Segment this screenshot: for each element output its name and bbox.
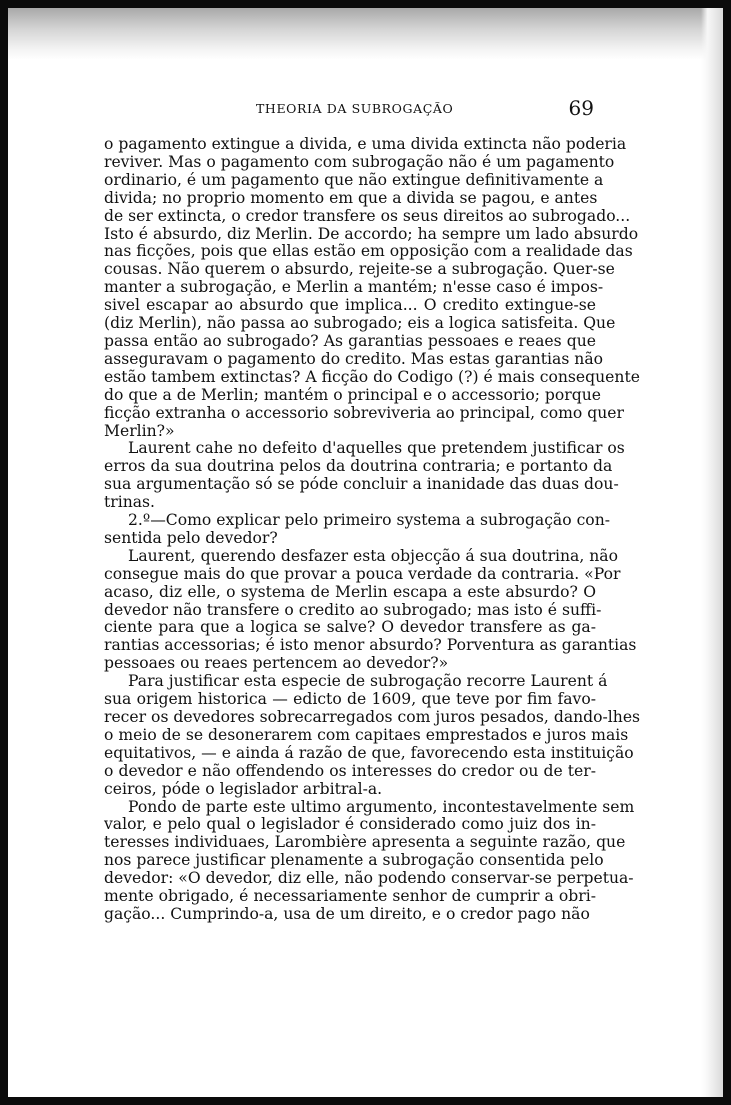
text-line: manter a subrogação, e Merlin a mantém; n'esse caso é impos- bbox=[104, 278, 604, 297]
text-line: sua origem historica — edicto de 1609, que teve por fim favo- bbox=[104, 690, 596, 709]
text-line: Isto é absurdo, diz Merlin. De accordo; ha sempre um lado absurdo bbox=[104, 224, 639, 243]
text-line: passa então ao subrogado? As garantias pessoaes e reaes que bbox=[104, 331, 596, 350]
text-line: nas ficções, pois que ellas estão em opposição com a realidade das bbox=[104, 242, 633, 261]
text-line: do que a de Merlin; mantém o principal e o accessorio; porque bbox=[104, 385, 601, 404]
text-line: sivel escapar ao absurdo que implica... O credito extingue-se bbox=[104, 296, 596, 315]
text-line: estão tambem extinctas? A ficção do Codigo (?) é mais consequente bbox=[104, 367, 640, 386]
paragraph-laurent-objection bbox=[104, 546, 637, 673]
text-line: recer os devedores sobrecarregados com juros pesados, dando-lhes bbox=[104, 708, 641, 726]
text-line: reviver. Mas o pagamento com subrogação não é um pagamento bbox=[104, 152, 615, 171]
text-line: teresses individuaes, Larombière apresenta a seguinte razão, que bbox=[104, 833, 626, 852]
text-line: erros da sua doutrina pelos da doutrina contraria; e portanto da bbox=[104, 457, 613, 476]
page-number: 69 bbox=[568, 96, 594, 120]
text-line: consegue mais do que provar a pouca verdade da contraria. «Por bbox=[104, 564, 621, 583]
text-line: ciente para que a logica se salve? O devedor transfere as ga- bbox=[104, 618, 596, 637]
text-line: o pagamento extingue a divida, e uma divida extincta não poderia bbox=[104, 135, 627, 153]
text-line: Laurent, querendo desfazer esta objecção á sua doutrina, não bbox=[128, 546, 618, 565]
text-line: 2.º—Como explicar pelo primeiro systema a subrogação con- bbox=[128, 511, 611, 530]
book-page bbox=[8, 8, 723, 1097]
text-line: asseguravam o pagamento do credito. Mas estas garantias não bbox=[104, 349, 604, 368]
text-line: gação... Cumprindo-a, usa de um direito, e o credor pago não bbox=[104, 904, 590, 923]
paragraph-quote-end bbox=[104, 135, 640, 440]
text-line: acaso, diz elle, o systema de Merlin escapa a este absurdo? O bbox=[104, 582, 596, 601]
text-line: Para justificar esta especie de subrogação recorre Laurent á bbox=[128, 672, 608, 691]
text-line: divida; no proprio momento em que a divida se pagou, e antes bbox=[104, 188, 598, 207]
text-line: (diz Merlin), não passa ao subrogado; eis a logica satisfeita. Que bbox=[104, 314, 616, 333]
text-line: ficção extranha o accessorio sobreviveria ao principal, como quer bbox=[104, 403, 624, 422]
text-line: Pondo de parte este ultimo argumento, incontestavelmente sem bbox=[128, 797, 635, 816]
scan-shadow-top bbox=[8, 8, 723, 60]
running-title: THEORIA DA SUBROGAÇÃO bbox=[256, 101, 454, 116]
scan-shadow-right bbox=[701, 8, 723, 1097]
text-line: de ser extincta, o credor transfere os seus direitos ao subrogado... bbox=[104, 206, 631, 225]
text-line: nos parece justificar plenamente a subrogação consentida pelo bbox=[104, 851, 604, 870]
paragraph-larombiere bbox=[104, 797, 635, 924]
text-line: mente obrigado, é necessariamente senhor de cumprir a obri- bbox=[104, 887, 596, 906]
text-line: sentida pelo devedor? bbox=[104, 528, 278, 547]
paragraph-edict-1609 bbox=[104, 672, 641, 798]
text-line: cousas. Não querem o absurdo, rejeite-se a subrogação. Quer-se bbox=[104, 260, 615, 279]
text-line: sua argumentação só se póde concluir a inanidade das duas dou- bbox=[104, 475, 619, 494]
paragraph-question-2 bbox=[104, 511, 611, 548]
body-text bbox=[104, 135, 641, 924]
paragraph-laurent-defect bbox=[104, 439, 625, 512]
text-line: equitativos, — e ainda á razão de que, favorecendo esta instituição bbox=[104, 743, 634, 762]
text-line: Merlin?» bbox=[104, 421, 175, 440]
text-line: rantias accessorias; é isto menor absurdo? Porventura as garantias bbox=[104, 636, 637, 655]
text-line: ceiros, póde o legislador arbitral-a. bbox=[104, 779, 383, 798]
text-line: trinas. bbox=[104, 493, 156, 512]
text-line: o meio de se desonerarem com capitaes emprestados e juros mais bbox=[104, 725, 629, 744]
text-line: valor, e pelo qual o legislador é considerado como juiz dos in- bbox=[104, 815, 596, 834]
page-header bbox=[106, 96, 594, 120]
text-line: ordinario, é um pagamento que não extingue definitivamente a bbox=[104, 170, 604, 189]
text-line: Laurent cahe no defeito d'aquelles que pretendem justificar os bbox=[128, 439, 625, 458]
text-line: o devedor e não offendendo os interesses do credor ou de ter- bbox=[104, 761, 596, 780]
text-line: devedor: «O devedor, diz elle, não podendo conservar-se perpetua- bbox=[104, 869, 634, 888]
text-line: devedor não transfere o credito ao subrogado; mas isto é suffi- bbox=[104, 600, 602, 619]
text-line: pessoaes ou reaes pertencem ao devedor?» bbox=[104, 654, 449, 673]
